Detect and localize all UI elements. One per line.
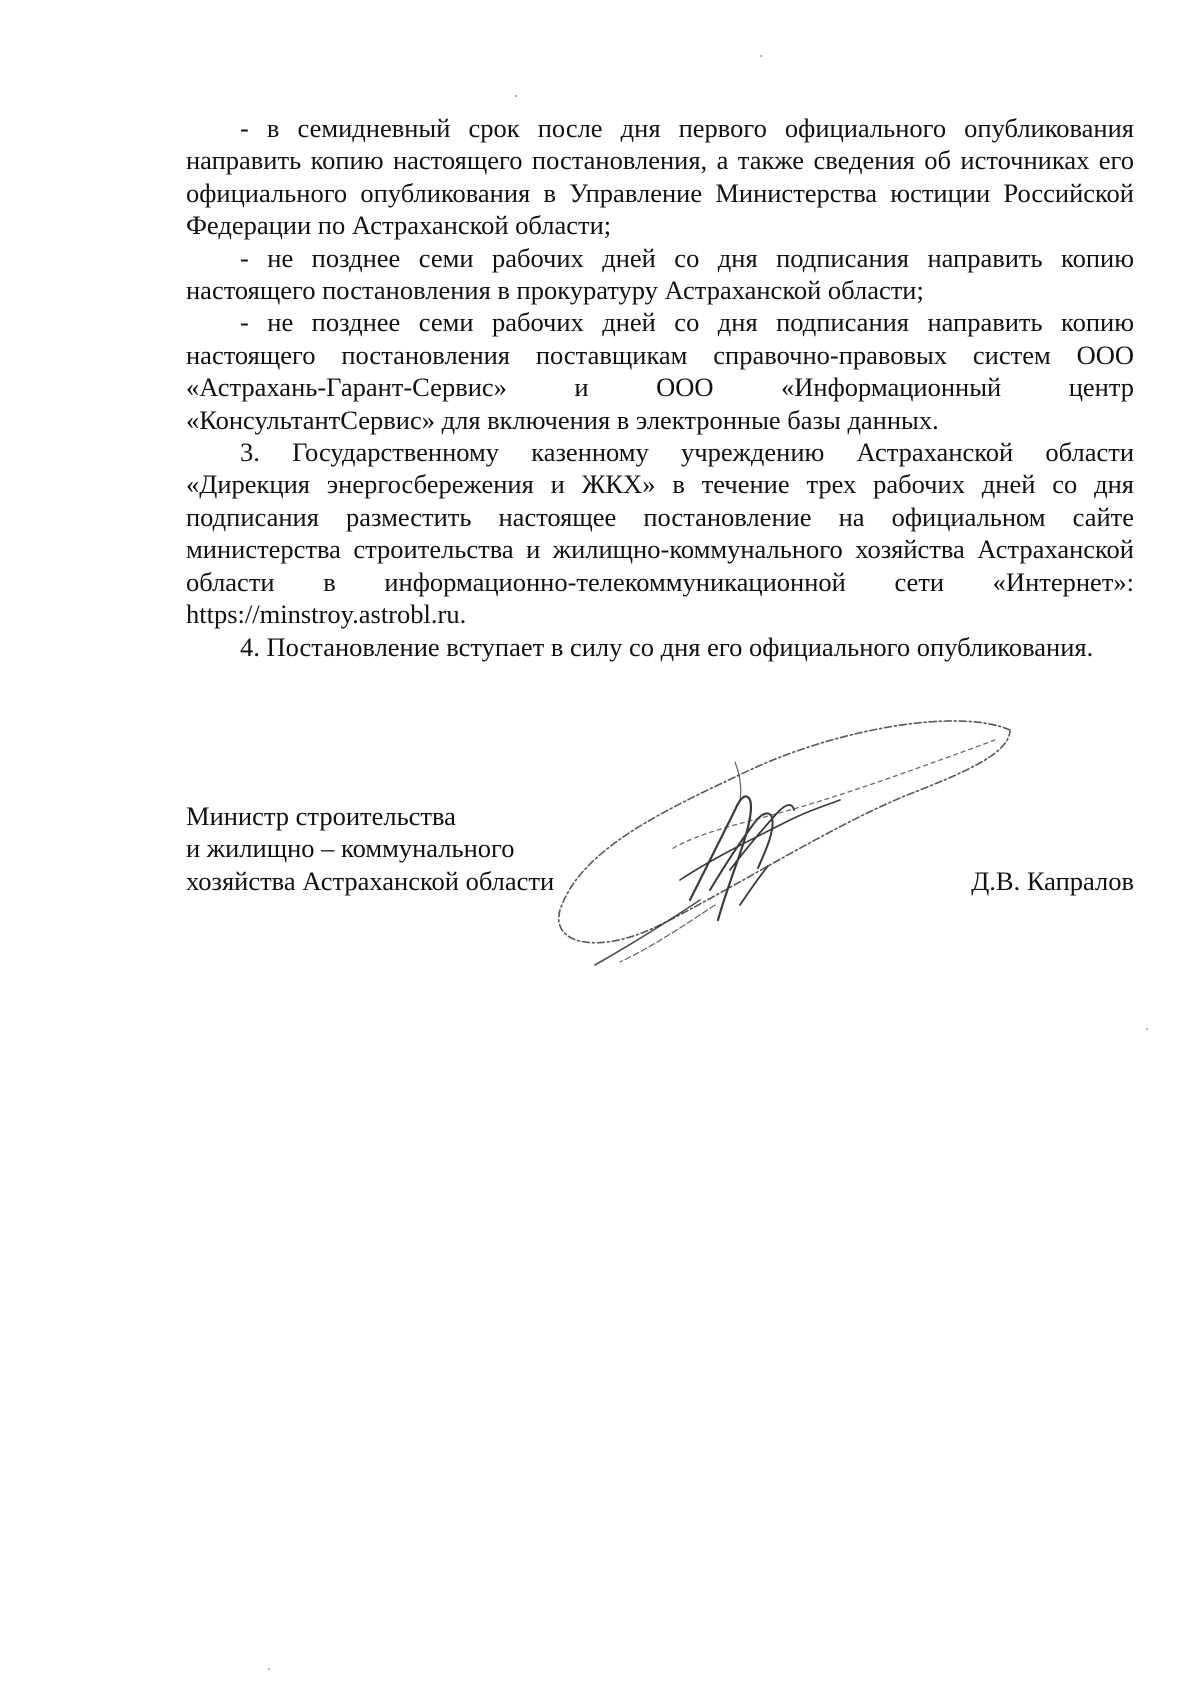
signer-position-line: и жилищно – коммунального xyxy=(186,833,515,864)
scan-speck xyxy=(515,95,517,97)
scan-speck xyxy=(760,55,762,57)
signer-position-line: хозяйства Астраханской области xyxy=(186,865,555,896)
paragraph-legal-systems-copy: - не позднее семи рабочих дней со дня подписания направить копию настоящего постановления поставщикам справочно-правовых систем ООО «Астрахань-Гарант-Сервис» и ООО «Информационный центр «КонсультантСервис» для включения в электронные базы данных. xyxy=(186,307,1134,435)
document-body xyxy=(186,112,1134,663)
signer-position xyxy=(186,800,554,897)
scan-speck xyxy=(268,1668,270,1670)
signer-position-line: Министр строительства xyxy=(186,801,456,831)
paragraph-item-4: 4. Постановление вступает в силу со дня его официального опубликования. xyxy=(240,631,1094,662)
paragraph-publication-copy: - в семидневный срок после дня первого официального опубликования направить копию настоящего постановления, а также сведения об источниках его официального опубликования в Управление Министерства юстиции Российской Федерации по Астраханской области; xyxy=(186,113,1134,241)
scan-speck xyxy=(1146,1028,1148,1030)
signature-block xyxy=(186,800,1134,940)
paragraph-item-3: 3. Государственному казенному учреждению Астраханской области «Дирекция энергосбережения и ЖКХ» в течение трех рабочих дней со дня подписания разместить настоящее постановление на официальном сайте министерства строительства и жилищно-коммунального хозяйства Астраханской области в информационно-телекоммуникационной сети «Интернет»: https://minstroy.astrobl.ru. xyxy=(186,437,1134,630)
signer-name: Д.В. Капралов xyxy=(971,865,1134,896)
paragraph-prosecutor-copy: - не позднее семи рабочих дней со дня подписания направить копию настоящего постановления в прокуратуру Астраханской области; xyxy=(186,242,1134,306)
